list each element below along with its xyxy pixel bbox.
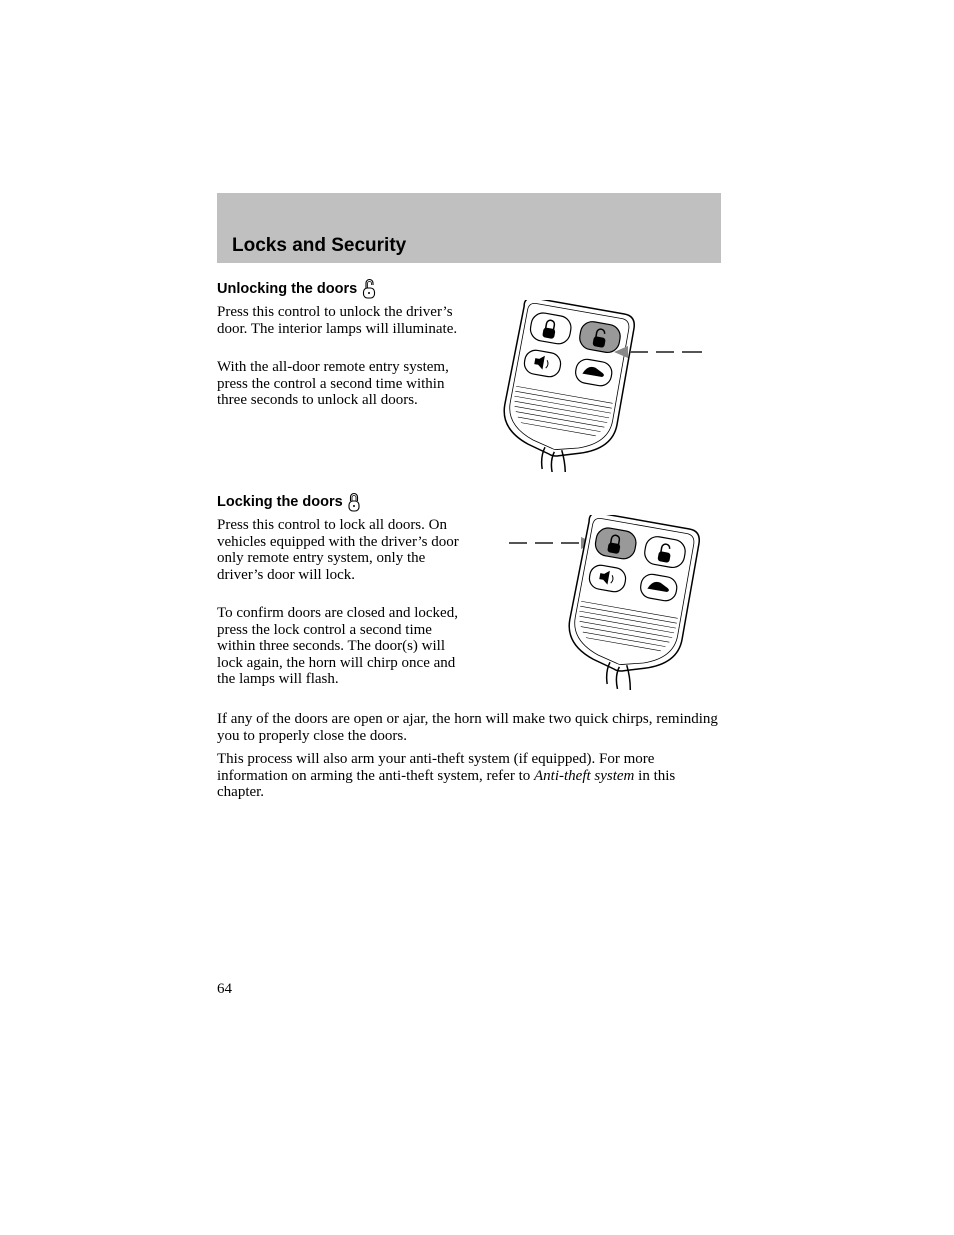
lock-paragraph-2: To confirm doors are closed and locked, press the lock control a second time within three seconds. The door(s) will lock again, the horn will chirp once and the lamps will flash. <box>217 605 458 687</box>
lock-paragraph-1: Press this control to lock all doors. On vehicles equipped with the driver’s door only remote entry system, only the driver’s door will lock. <box>217 517 459 583</box>
unlock-heading-text: Unlocking the doors <box>217 281 358 297</box>
anti-theft-reference: Anti-theft system <box>534 767 635 784</box>
page-title: Locks and Security <box>232 235 407 256</box>
ajar-paragraph: If any of the doors are open or ajar, the horn will make two quick chirps, reminding you to properly close the doors. <box>217 711 718 744</box>
anti-theft-text-after: in this chapter. <box>217 767 676 800</box>
unlock-paragraph-2: With the all-door remote entry system, press the control a second time within three seconds to unlock all doors. <box>217 359 449 408</box>
anti-theft-text-before: This process will also arm your anti-theft system (if equipped). For more information on arming the anti-theft system, refer to <box>217 751 655 784</box>
locked-padlock-icon <box>348 492 360 512</box>
section-header-band <box>217 193 721 263</box>
key-fob-lock-illustration <box>505 515 705 690</box>
lock-heading <box>217 492 360 512</box>
lock-heading-text: Locking the doors <box>217 494 343 510</box>
unlock-heading <box>217 278 376 300</box>
key-fob-unlock-illustration <box>492 300 708 472</box>
unlock-paragraph-1: Press this control to unlock the driver’s door. The interior lamps will illuminate. <box>217 304 458 337</box>
page-number: 64 <box>217 981 232 997</box>
unlocked-padlock-icon <box>362 278 376 300</box>
anti-theft-paragraph <box>217 751 721 801</box>
